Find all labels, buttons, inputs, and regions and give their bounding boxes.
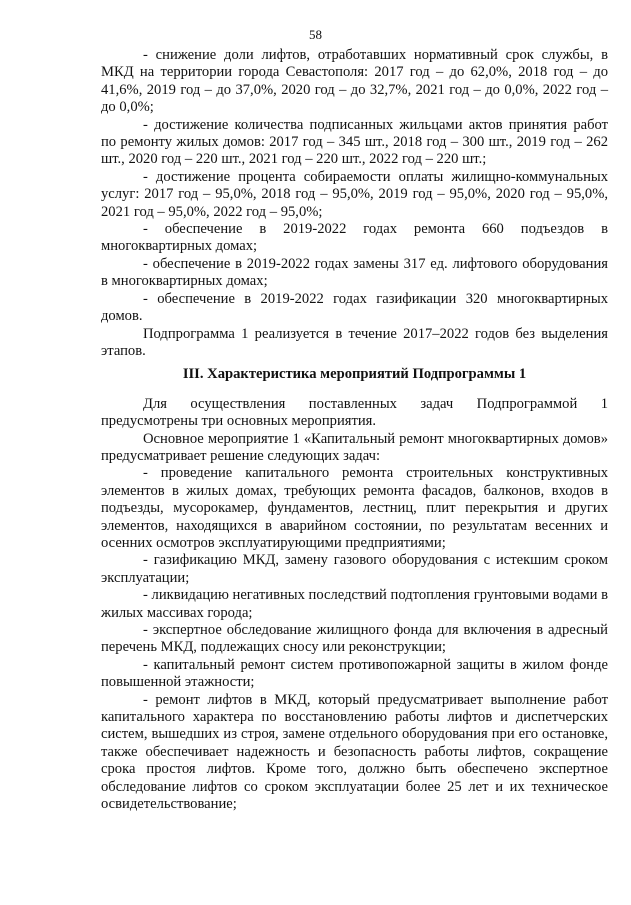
paragraph-entrance-repair-target: - обеспечение в 2019-2022 годах ремонта 660 подъездов в многоквартирных домах; <box>101 221 608 255</box>
paragraph-lift-share-target: - снижение доли лифтов, отработавших нормативный срок службы, в МКД на территории города Севастополя: 2017 год – до 62,0%, 2018 год – до 41,6%, 2019 год – до 37,0%, 2020 год – до 32,7%, 2021 год – до 0,0%, 2022 год – до 0,0%; <box>101 47 608 116</box>
paragraph-flooding-elimination: - ликвидацию негативных последствий подтопления грунтовыми водами в жилых массивах города; <box>101 587 608 621</box>
section-heading: III. Характеристика мероприятий Подпрограммы 1 <box>182 366 527 383</box>
paragraph-gas-equipment: - газификацию МКД, замену газового оборудования с истекшим сроком эксплуатации; <box>101 552 608 586</box>
paragraph-implementation-period: Подпрограмма 1 реализуется в течение 2017–2022 годов без выделения этапов. <box>101 325 608 359</box>
document-body <box>101 47 608 813</box>
paragraph-payment-collection-target: - достижение процента собираемости оплаты жилищно-коммунальных услуг: 2017 год – 95,0%, 2018 год – 95,0%, 2019 год – 95,0%, 2020 год – 95,0%, 2021 год – 95,0%, 2022 год – 95,0%; <box>101 168 608 220</box>
paragraph-gasification-target: - обеспечение в 2019-2022 годах газификации 320 многоквартирных домов. <box>101 290 608 325</box>
paragraph-fire-protection: - капитальный ремонт систем противопожарной защиты в жилом фонде повышенной этажности; <box>101 656 608 691</box>
paragraph-main-activity-1: Основное мероприятие 1 «Капитальный ремонт многоквартирных домов» предусматривает решение следующих задач: <box>101 430 608 464</box>
paragraph-expert-inspection: - экспертное обследование жилищного фонда для включения в адресный перечень МКД, подлежащих сносу или реконструкции; <box>101 622 608 656</box>
paragraph-signed-acts-target: - достижение количества подписанных жильцами актов принятия работ по ремонту жилых домов: 2017 год – 345 шт., 2018 год – 300 шт., 2019 год – 262 шт., 2020 год – 220 шт., 2021 год – 220 шт., 2022 год – 220 шт.; <box>101 116 608 168</box>
paragraph-structural-repair: - проведение капитального ремонта строительных конструктивных элементов в жилых домах, требующих ремонта фасадов, балконов, входов в подъезды, мусорокамер, фундаментов, лестниц, плит перекрытия и других элементов, находящихся в аварийном состоянии, по результатам весенних и осенних осмотров эксплуатирующими предприятиями; <box>101 465 608 551</box>
paragraph-lift-replacement-target: - обеспечение в 2019-2022 годах замены 317 ед. лифтового оборудования в многоквартирных домах; <box>101 255 608 290</box>
paragraph-lift-repair: - ремонт лифтов в МКД, который предусматривает выполнение работ капитального характера по восстановлению работы лифтов и диспетчерских систем, вышедших из строя, замене отдельного оборудования при его остановке, также обеспечивает надежность и безопасность работы лифтов, сокращение срока простоя лифтов. Кроме того, должно быть обеспечено экспертное обследование лифтов со сроком эксплуатации более 25 лет и их техническое освидетельствование; <box>101 691 608 813</box>
paragraph-main-activities-intro: Для осуществления поставленных задач Подпрограммой 1 предусмотрены три основных мероприятия. <box>101 395 608 430</box>
page-number: 58 <box>309 27 322 42</box>
